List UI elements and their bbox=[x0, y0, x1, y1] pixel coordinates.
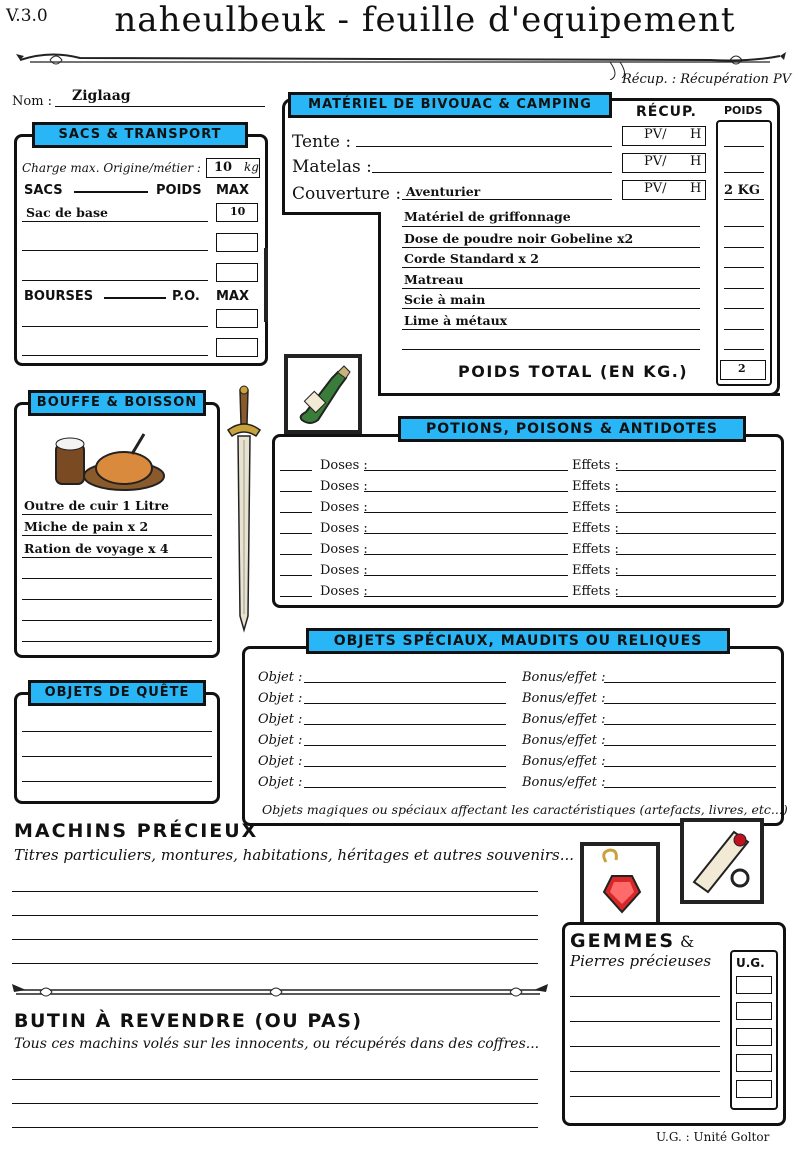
pv-label: PV/ bbox=[644, 181, 667, 196]
pv-label: PV/ bbox=[644, 127, 667, 142]
col-poids: POIDS bbox=[156, 183, 202, 198]
charge-unit: kg bbox=[244, 160, 259, 174]
objet-label: Objet : bbox=[258, 691, 303, 706]
doses-line[interactable] bbox=[364, 575, 568, 576]
bonus-label: Bonus/effet : bbox=[522, 775, 606, 790]
bouffe-line[interactable] bbox=[22, 599, 212, 600]
poids-line[interactable] bbox=[724, 329, 764, 330]
effets-label: Effets : bbox=[572, 542, 619, 557]
effets-line[interactable] bbox=[616, 596, 776, 597]
bivouac-item-line bbox=[402, 226, 700, 227]
effets-line[interactable] bbox=[616, 533, 776, 534]
objet-line[interactable] bbox=[304, 703, 506, 704]
bouffe-item[interactable]: Ration de voyage x 4 bbox=[24, 541, 169, 556]
objet-line[interactable] bbox=[304, 787, 506, 788]
machins-line[interactable] bbox=[12, 915, 538, 916]
bouffe-line[interactable] bbox=[22, 620, 212, 621]
bivouac-item-line[interactable] bbox=[402, 349, 700, 350]
butin-line[interactable] bbox=[12, 1127, 538, 1128]
quete-line[interactable] bbox=[22, 781, 212, 782]
bonus-label: Bonus/effet : bbox=[522, 733, 606, 748]
quete-header: OBJETS DE QUÊTE bbox=[28, 680, 206, 706]
bouffe-line[interactable] bbox=[22, 578, 212, 579]
objet-line[interactable] bbox=[304, 766, 506, 767]
charge-value[interactable]: 10 bbox=[214, 160, 233, 175]
quete-line[interactable] bbox=[22, 731, 212, 732]
amulet-frame bbox=[580, 842, 660, 932]
scroll-frame bbox=[680, 818, 764, 904]
bouffe-item[interactable]: Miche de pain x 2 bbox=[24, 519, 149, 534]
bonus-label: Bonus/effet : bbox=[522, 754, 606, 769]
objet-label: Objet : bbox=[258, 712, 303, 727]
matelas-label: Matelas : bbox=[292, 157, 372, 177]
sac-max-field[interactable] bbox=[216, 263, 258, 282]
machins-title: MACHINS PRÉCIEUX bbox=[14, 820, 259, 842]
potion-qty-line[interactable] bbox=[280, 533, 312, 534]
bottle-frame bbox=[284, 354, 362, 434]
doses-label: Doses : bbox=[320, 584, 368, 599]
bonus-label: Bonus/effet : bbox=[522, 691, 606, 706]
poids-line[interactable] bbox=[724, 247, 764, 248]
page-title: naheulbeuk - feuille d'equipement bbox=[114, 0, 736, 40]
objets-note: Objets magiques ou spéciaux affectant les caractéristiques (artefacts, livres, etc...) bbox=[262, 802, 788, 817]
effets-line[interactable] bbox=[616, 470, 776, 471]
poids-line[interactable] bbox=[724, 349, 764, 350]
doses-line[interactable] bbox=[364, 470, 568, 471]
sac-row-line[interactable] bbox=[22, 280, 208, 281]
doses-line[interactable] bbox=[364, 596, 568, 597]
bivouac-item[interactable]: Lime à métaux bbox=[404, 313, 508, 328]
poids-line[interactable] bbox=[724, 288, 764, 289]
doses-label: Doses : bbox=[320, 563, 368, 578]
bivouac-header: MATÉRIEL DE BIVOUAC & CAMPING bbox=[288, 92, 612, 118]
bivouac-item[interactable]: Matreau bbox=[404, 272, 464, 287]
poids-line[interactable] bbox=[724, 267, 764, 268]
ruby-amulet-icon bbox=[584, 846, 656, 928]
poids-line bbox=[724, 199, 764, 200]
sacs-transport-header: SACS & TRANSPORT bbox=[32, 122, 248, 148]
bourse-max-field[interactable] bbox=[216, 309, 258, 328]
col-sacs: SACS bbox=[24, 183, 63, 198]
bonus-line[interactable] bbox=[604, 682, 776, 683]
couverture-poids[interactable]: 2 KG bbox=[724, 183, 760, 198]
col-recup: RÉCUP. bbox=[636, 104, 697, 120]
potion-qty-line[interactable] bbox=[280, 470, 312, 471]
ug-field[interactable] bbox=[736, 1054, 772, 1072]
bonus-label: Bonus/effet : bbox=[522, 712, 606, 727]
col-divider bbox=[104, 297, 166, 299]
gemme-line[interactable] bbox=[570, 1071, 720, 1072]
bonus-line[interactable] bbox=[604, 724, 776, 725]
couverture-label: Couverture : bbox=[292, 184, 402, 204]
col-max: MAX bbox=[216, 289, 250, 304]
col-max: MAX bbox=[216, 183, 250, 198]
effets-label: Effets : bbox=[572, 584, 619, 599]
potion-qty-line[interactable] bbox=[280, 512, 312, 513]
gemme-line[interactable] bbox=[570, 996, 720, 997]
bonus-line[interactable] bbox=[604, 745, 776, 746]
poids-line[interactable] bbox=[724, 308, 764, 309]
potion-qty-line[interactable] bbox=[280, 554, 312, 555]
poids-column bbox=[716, 120, 772, 386]
footer-note: U.G. : Unité Goltor bbox=[656, 1130, 770, 1144]
bivouac-item[interactable]: Matériel de griffonnage bbox=[404, 209, 571, 224]
potions-header: POTIONS, POISONS & ANTIDOTES bbox=[398, 416, 746, 442]
sac-max-field[interactable] bbox=[216, 233, 258, 252]
doses-line[interactable] bbox=[364, 533, 568, 534]
couverture-value[interactable]: Aventurier bbox=[406, 184, 481, 199]
sac-max-value[interactable]: 10 bbox=[230, 205, 246, 218]
ug-field[interactable] bbox=[736, 1002, 772, 1020]
potion-qty-line[interactable] bbox=[280, 596, 312, 597]
tente-label: Tente : bbox=[292, 132, 352, 152]
gemme-line[interactable] bbox=[570, 1021, 720, 1022]
potion-qty-line[interactable] bbox=[280, 575, 312, 576]
quete-line[interactable] bbox=[22, 756, 212, 757]
matelas-field-line[interactable] bbox=[372, 172, 612, 173]
bonus-line[interactable] bbox=[604, 766, 776, 767]
bivouac-inner-edge bbox=[282, 212, 381, 215]
effets-label: Effets : bbox=[572, 479, 619, 494]
machins-subtitle: Titres particuliers, montures, habitations, héritages et autres souvenirs... bbox=[14, 846, 575, 864]
poids-total-value[interactable]: 2 bbox=[738, 362, 746, 375]
butin-subtitle: Tous ces machins volés sur les innocents, ou récupérés dans des coffres... bbox=[14, 1036, 540, 1052]
gemme-line[interactable] bbox=[570, 1096, 720, 1097]
bivouac-item[interactable]: Corde Standard x 2 bbox=[404, 251, 539, 266]
bivouac-item-line bbox=[402, 308, 700, 309]
doses-label: Doses : bbox=[320, 458, 368, 473]
recup-note: Récup. : Récupération PV bbox=[622, 72, 792, 87]
objet-line[interactable] bbox=[304, 724, 506, 725]
scroll-ring-icon bbox=[684, 822, 760, 900]
poids-line[interactable] bbox=[724, 172, 764, 173]
machins-line[interactable] bbox=[12, 891, 538, 892]
gemmes-subtitle: Pierres précieuses bbox=[570, 952, 712, 970]
objet-line[interactable] bbox=[304, 745, 506, 746]
gemmes-title: GEMMES bbox=[570, 930, 676, 952]
col-po: P.O. bbox=[172, 289, 200, 304]
butin-line[interactable] bbox=[12, 1103, 538, 1104]
butin-line[interactable] bbox=[12, 1079, 538, 1080]
objet-label: Objet : bbox=[258, 754, 303, 769]
effets-line[interactable] bbox=[616, 575, 776, 576]
bouffe-item[interactable]: Outre de cuir 1 Litre bbox=[24, 498, 169, 513]
machins-line[interactable] bbox=[12, 939, 538, 940]
nom-label: Nom : bbox=[12, 94, 53, 109]
bourse-row-line[interactable] bbox=[22, 326, 208, 327]
effets-label: Effets : bbox=[572, 521, 619, 536]
nom-value[interactable]: Ziglaag bbox=[72, 88, 131, 104]
sac-row-name[interactable]: Sac de base bbox=[26, 205, 108, 220]
objets-box bbox=[242, 646, 784, 826]
col-poids: POIDS bbox=[724, 104, 763, 117]
ug-field[interactable] bbox=[736, 1080, 772, 1098]
objet-label: Objet : bbox=[258, 733, 303, 748]
machins-line[interactable] bbox=[12, 963, 538, 964]
quete-box bbox=[14, 692, 220, 804]
effets-label: Effets : bbox=[572, 500, 619, 515]
bivouac-inner-edge bbox=[378, 214, 381, 396]
doses-line[interactable] bbox=[364, 554, 568, 555]
bivouac-item-line bbox=[402, 329, 700, 330]
doses-label: Doses : bbox=[320, 500, 368, 515]
sword-illustration bbox=[224, 384, 264, 634]
bouffe-line[interactable] bbox=[22, 641, 212, 642]
ug-header: U.G. bbox=[736, 956, 765, 970]
col-divider bbox=[74, 191, 148, 193]
gemme-line[interactable] bbox=[570, 1046, 720, 1047]
doses-label: Doses : bbox=[320, 521, 368, 536]
effets-line[interactable] bbox=[616, 554, 776, 555]
bouffe-header: BOUFFE & BOISSON bbox=[28, 390, 206, 416]
bourse-max-field[interactable] bbox=[216, 338, 258, 357]
bonus-line[interactable] bbox=[604, 787, 776, 788]
bouffe-line bbox=[22, 557, 212, 558]
objets-header: OBJETS SPÉCIAUX, MAUDITS OU RELIQUES bbox=[306, 628, 730, 654]
pv-label: PV/ bbox=[644, 154, 667, 169]
bouffe-line bbox=[22, 535, 212, 536]
objet-label: Objet : bbox=[258, 775, 303, 790]
bivouac-item-line bbox=[402, 247, 700, 248]
bivouac-bottom-edge bbox=[378, 393, 780, 396]
bonus-line[interactable] bbox=[604, 703, 776, 704]
col-bourses: BOURSES bbox=[24, 289, 94, 304]
bottle-icon bbox=[288, 358, 358, 430]
effets-line[interactable] bbox=[616, 512, 776, 513]
doses-line[interactable] bbox=[364, 512, 568, 513]
effets-line[interactable] bbox=[616, 491, 776, 492]
objet-label: Objet : bbox=[258, 670, 303, 685]
effets-label: Effets : bbox=[572, 458, 619, 473]
effets-label: Effets : bbox=[572, 563, 619, 578]
charge-label: Charge max. Origine/métier : bbox=[22, 161, 201, 175]
tente-field-line[interactable] bbox=[356, 146, 612, 147]
poids-line[interactable] bbox=[724, 146, 764, 147]
butin-title: BUTIN À REVENDRE (OU PAS) bbox=[14, 1010, 363, 1032]
sac-row-line[interactable] bbox=[22, 250, 208, 251]
staff-divider bbox=[10, 976, 550, 1006]
doses-label: Doses : bbox=[320, 479, 368, 494]
bivouac-item-line bbox=[402, 267, 700, 268]
gemmes-amp: & bbox=[680, 932, 695, 951]
bouffe-line bbox=[22, 514, 212, 515]
objet-line[interactable] bbox=[304, 682, 506, 683]
ug-field[interactable] bbox=[736, 1028, 772, 1046]
h-label: H bbox=[690, 127, 702, 142]
bivouac-item[interactable]: Scie à main bbox=[404, 292, 486, 307]
poids-total-label: POIDS TOTAL (EN KG.) bbox=[458, 362, 689, 381]
poids-line[interactable] bbox=[724, 226, 764, 227]
couverture-field-line[interactable] bbox=[402, 199, 612, 200]
h-label: H bbox=[690, 181, 702, 196]
potion-qty-line[interactable] bbox=[280, 491, 312, 492]
bivouac-item-line bbox=[402, 288, 700, 289]
doses-label: Doses : bbox=[320, 542, 368, 557]
sac-row-line bbox=[22, 221, 208, 222]
bivouac-item[interactable]: Dose de poudre noir Gobeline x2 bbox=[404, 231, 634, 246]
version-label: V.3.0 bbox=[6, 6, 48, 26]
bonus-label: Bonus/effet : bbox=[522, 670, 606, 685]
nom-field-line[interactable] bbox=[55, 106, 265, 107]
food-icon bbox=[52, 424, 168, 494]
h-label: H bbox=[690, 154, 702, 169]
ug-field[interactable] bbox=[736, 976, 772, 994]
doses-line[interactable] bbox=[364, 491, 568, 492]
bourse-row-line[interactable] bbox=[22, 355, 208, 356]
